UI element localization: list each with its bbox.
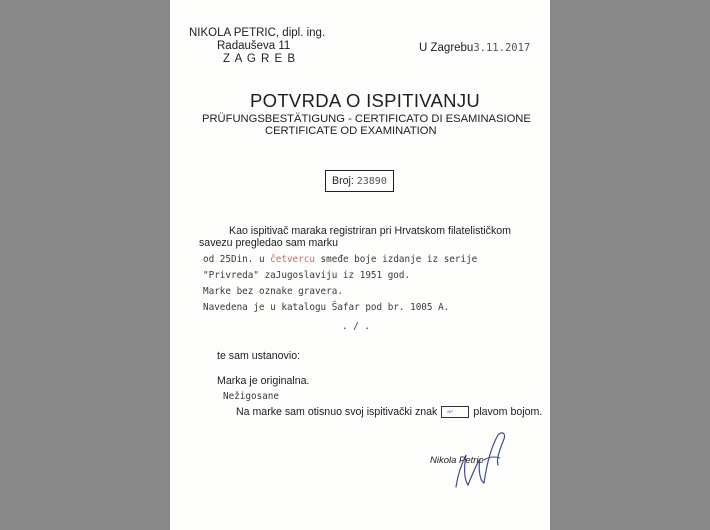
intro-line-2: savezu pregledao sam marku	[199, 237, 338, 249]
findings-result: Marka je originalna.	[217, 375, 310, 387]
certificate-title-multilingual: PRÜFUNGSBESTÄTIGUNG - CERTIFICATO DI ESAMINASIONE	[202, 113, 531, 125]
signatory-name: Nikola Petric	[430, 455, 484, 466]
typed-description-line-2: "Privreda" zaJugoslaviju iz 1951 god.	[203, 270, 411, 281]
typed-description-line-1	[203, 254, 477, 265]
typed-text: smeđe boje izdanje iz serije	[314, 254, 478, 265]
sender-street: Radauševa 11	[217, 40, 291, 52]
sender-city: Z A G R E B	[223, 53, 296, 65]
stamp-note	[236, 406, 542, 418]
certificate-number: 23890	[356, 176, 387, 187]
intro-line-1: Kao ispitivač maraka registriran pri Hrvatskom filatelističkom	[229, 225, 511, 237]
typed-description-line-4: Navedena je u katalogu Šafar pod br. 1005 A.	[203, 302, 450, 313]
certificate-number-label: Broj:	[332, 175, 354, 187]
certificate-title: POTVRDA O ISPITIVANJU	[250, 90, 481, 111]
issue-date: 3.11.2017	[473, 42, 531, 54]
certificate-number-box	[325, 170, 394, 192]
examiner-stamp-icon	[441, 406, 469, 418]
certificate-page	[170, 0, 550, 530]
typed-highlight: četvercu	[270, 254, 315, 265]
signature-icon	[442, 425, 532, 495]
sender-name: NIKOLA PETRIC, dipl. ing.	[189, 27, 326, 39]
certificate-title-english: CERTIFICATE OD EXAMINATION	[265, 125, 437, 137]
findings-intro: te sam ustanovio:	[217, 350, 301, 362]
place-label: U Zagrebu	[419, 42, 474, 54]
place-date	[419, 42, 530, 54]
stamp-mark-text: NP	[447, 409, 453, 415]
stamp-state: Nežigosane	[223, 391, 279, 402]
typed-description-line-3: Marke bez oznake gravera.	[203, 286, 343, 297]
typed-text: od 25Din. u	[203, 254, 271, 265]
typed-separator: . / .	[342, 321, 370, 332]
stamp-note-text: Na marke sam otisnuo svoj ispitivački znak	[236, 406, 438, 418]
stamp-note-text: plavom bojom.	[473, 406, 543, 418]
